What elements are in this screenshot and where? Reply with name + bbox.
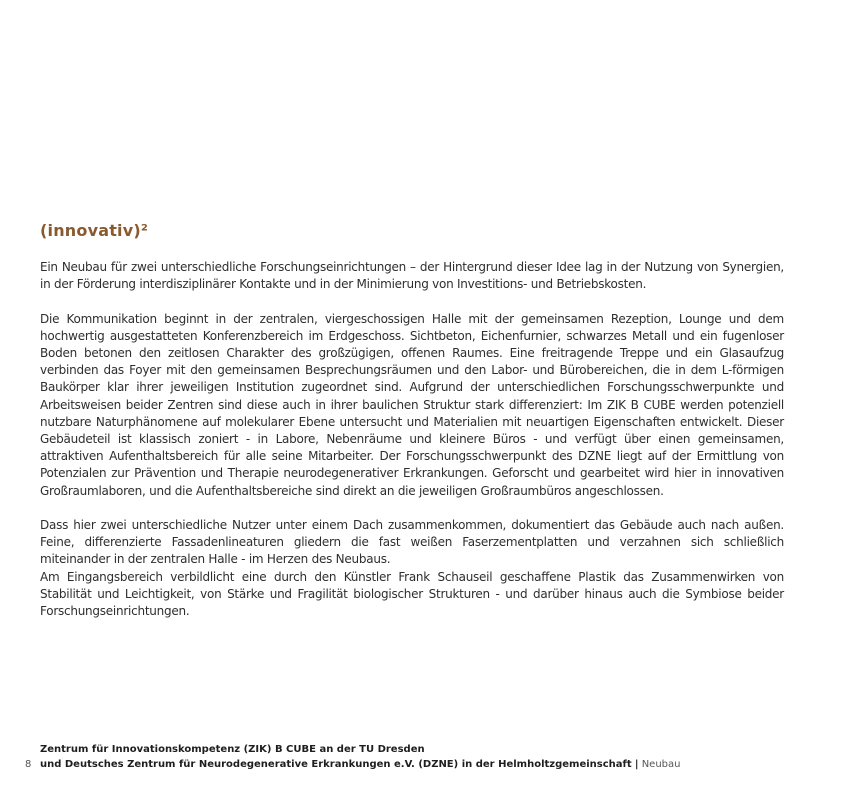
paragraph-intro: Ein Neubau für zwei unterschiedliche Forschungseinrichtungen – der Hintergrund dieser Idee lag in der Nutzung von Synergien, in der Förderung interdisziplinärer Kontakte und in der Minimierung von Investitions- und Betriebskosten. <box>40 260 784 292</box>
paragraph-entrance: Am Eingangsbereich verbildlicht eine durch den Künstler Frank Schauseil geschaffene Plastik das Zusammenwirken von Stabilität und Leichtigkeit, von Stärke und Fragilität biologischer Strukturen - und darüber hinaus auch die Symbiose beider Forschungseinrichtungen. <box>40 569 784 619</box>
footer-institutions: und Deutsches Zentrum für Neurodegenerative Erkrankungen e.V. (DZNE) in der Helmholtzgemeinschaft <box>40 759 632 770</box>
paragraph-facade: Dass hier zwei unterschiedliche Nutzer unter einem Dach zusammenkommen, dokumentiert das Gebäude auch nach außen. Feine, differenzierte Fassadenlineaturen gliedern die fast weißen Faserzementplatten und verzahnen sich schließlich miteinander in der zentralen Halle - im Herzen des Neubaus. <box>40 518 784 567</box>
footer-section-name: Neubau <box>641 759 681 770</box>
footer-line-1: Zentrum für Innovationskompetenz (ZIK) B CUBE an der TU Dresden <box>40 744 425 755</box>
footer-line-2 <box>40 757 681 772</box>
page-footer <box>40 742 681 772</box>
paragraph-communication: Die Kommunikation beginnt in der zentralen, viergeschossigen Halle mit der gemeinsamen Rezeption, Lounge und dem hochwertig ausgestatteten Konferenzbereich im Erdgeschoss. Sichtbeton, Eichenfurnier, schwarzes Metall und ein fugenloser Boden betonen den zeitlosen Charakter des großzügigen, offenen Raumes. Eine freitragende Treppe und ein Glasaufzug verbinden das Foyer mit den gemeinsamen Besprechungsräumen und den Labor- und Bürobereichen, die in dem L-förmigen Baukörper klar ihrer jeweiligen Institution zugeordnet sind. Aufgrund der unterschiedlichen Forschungsschwerpunkte und Arbeitsweisen beider Zentren sind diese auch in ihrer baulichen Struktur stark differenziert: Im ZIK B CUBE werden potenziell nutzbare Naturphänomene auf molekularer Ebene untersucht und Materialien mit neuartigen Eigenschaften entwickelt. Dieser Gebäudeteil ist klassisch zoniert - in Labore, Nebenräume und kleinere Büros - und verfügt über einen gemeinsamen, attraktiven Aufenthaltsbereich für alle seine Mitarbeiter. Der Forschungsschwerpunkt des DZNE liegt auf der Ermittlung von Potenzialen zur Prävention und Therapie neurodegenerativer Erkrankungen. Geforscht und gearbeitet wird hier in innovativen Großraumlaboren, und die Aufenthaltsbereiche sind direkt an die jeweiligen Großraumbüros angeschlossen. <box>40 311 784 498</box>
section-heading: (innovativ)² <box>40 221 149 240</box>
footer-separator: | <box>634 759 639 770</box>
page-number: 8 <box>25 759 32 770</box>
body-text <box>40 259 784 620</box>
